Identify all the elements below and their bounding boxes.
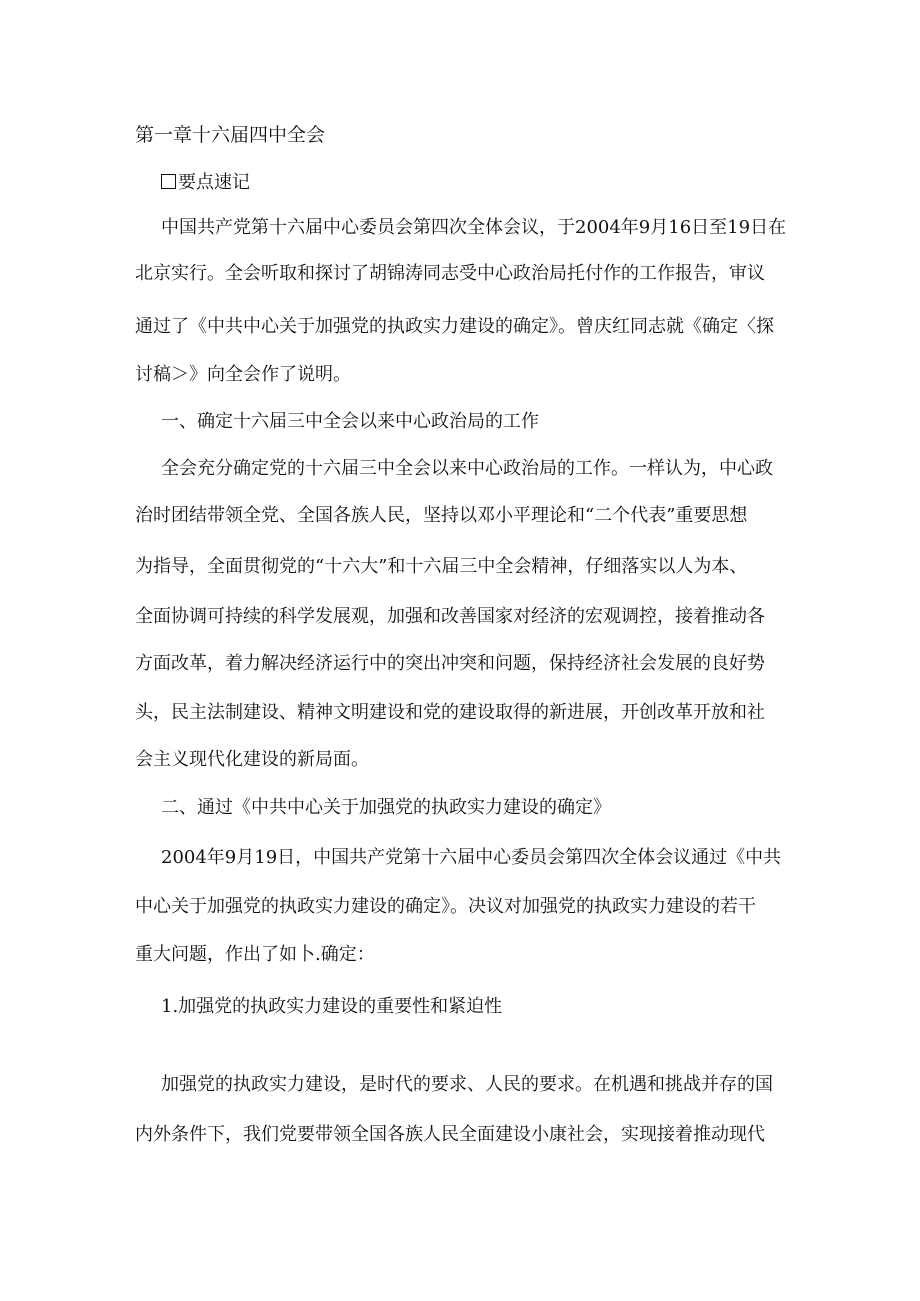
paragraph-line: 全会充分确定党的十六届三中全会以来中心政治局的工作。一样认为，中心政 (161, 458, 773, 479)
section-label (161, 172, 920, 194)
paragraph-line: 讨稿＞》向全会作了说明。 (135, 364, 351, 385)
heading-1: 一、确定十六届三中全会以来中心政治局的工作 (161, 411, 539, 432)
heading-3: 1.加强党的执政实力建设的重要性和紧迫性 (161, 996, 503, 1017)
paragraph-line: 北京实行。全会听取和探讨了胡锦涛同志受中心政治局托付作的工作报告，审议 (135, 263, 765, 284)
paragraph-line: 中国共产党第十六届中心委员会第四次全体会议，于2004年9月16日至19日在 (161, 217, 787, 238)
paragraph-line: 全面协调可持续的科学发展观，加强和改善国家对经济的宏观调控，接着推动各 (135, 606, 765, 627)
paragraph-line: 重大问题，作出了如卜.确定： (135, 944, 375, 965)
paragraph-line: 会主义现代化建设的新局面。 (135, 749, 369, 770)
paragraph-line: 通过了《中共中心关于加强党的执政实力建设的确定》。曾庆红同志就《确定〈探 (135, 316, 774, 337)
chapter-title: 第一章十六届四中全会 (135, 124, 326, 146)
paragraph-line: 治时团结带领全党、全国各族人民，坚持以邓小平理论和“二个代表”重要思想 (135, 505, 748, 526)
paragraph-line: 内外条件下，我们党要带领全国各族人民全面建设小康社会，实现接着推动现代 (135, 1124, 765, 1145)
paragraph-line: 加强党的执政实力建设，是时代的要求、人民的要求。在机遇和挑战并存的国 (161, 1074, 773, 1095)
paragraph-line: 中心关于加强党的执政实力建设的确定》。决议对加强党的执政实力建设的若干 (135, 896, 756, 917)
checkbox-icon (161, 174, 176, 189)
paragraph-line: 2004年9月19日，中国共产党第十六届中心委员会第四次全体会议通过《中共 (161, 847, 782, 868)
section-label-text: 要点速记 (178, 172, 250, 193)
paragraph-line: 为指导，全面贯彻党的“十六大”和十六届三中全会精神，仔细落实以人为本、 (135, 556, 748, 577)
paragraph-line: 头，民主法制建设、精神文明建设和党的建设取得的新进展，开创改革开放和社 (135, 702, 765, 723)
heading-2: 二、通过《中共中心关于加强党的执政实力建设的确定》 (161, 797, 611, 818)
paragraph-line: 方面改革，着力解决经济运行中的突出冲突和问题，保持经济社会发展的良好势 (135, 653, 765, 674)
